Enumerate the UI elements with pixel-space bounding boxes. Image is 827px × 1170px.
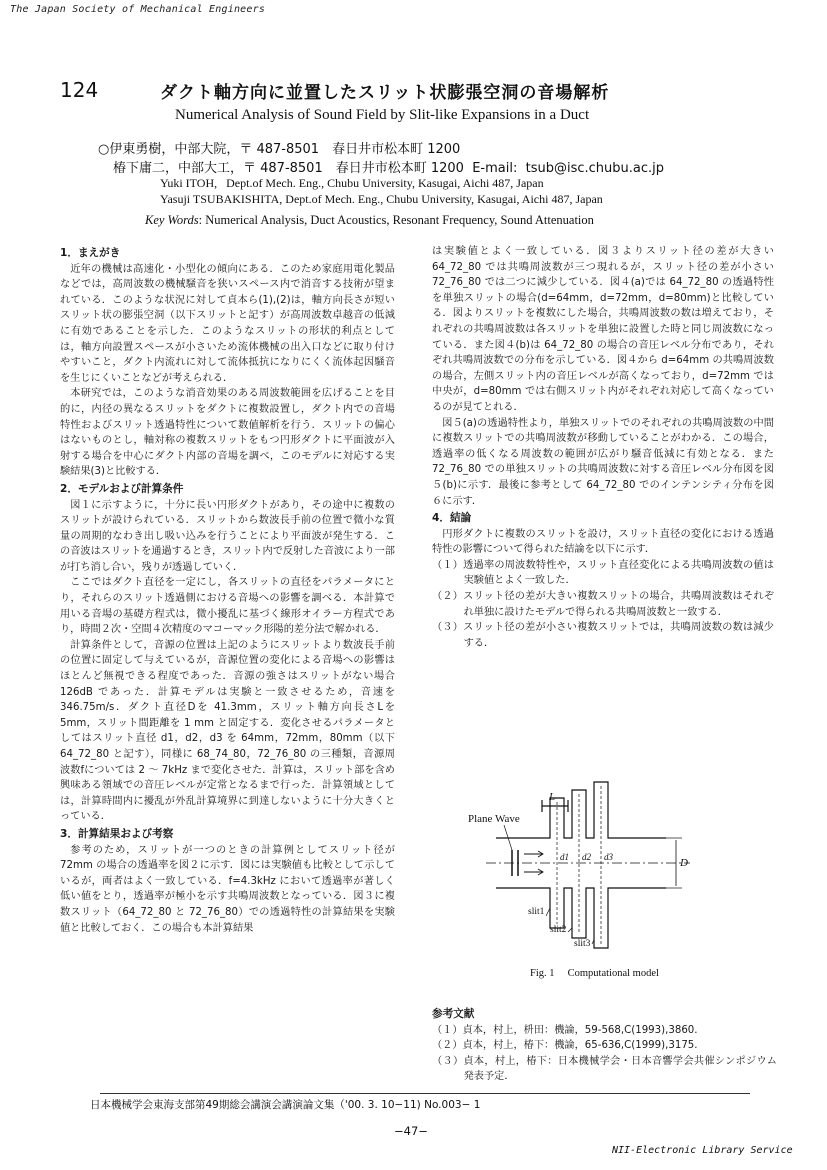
label-slit2: slit2 xyxy=(550,925,567,935)
section-2-paragraph-2: ここではダクト直径を一定にし，各スリットの直径をパラメータにとり，それらのスリット透過側における音場への影響を調べる．本計算で用いる音場の基礎方程式は，微小擾乱に基づく線形オイラー方程式であり，時間２次・空間４次精度のマコーマック形陽的差分法で解かれる． xyxy=(60,577,395,636)
section-1-paragraph-2: 本研究では，このような消音効果のある周波数範囲を広げることを目的に，内径の異なるスリットをダクトに複数設置し，ダクト内での音場特性およびスリット透過特性について数値解析を行う．スリットの偏心はないものとし，軸対称の複数スリットをもつ円形ダクトに平面波が入射する場合を中心にダクト内部の音場を調べ，このモデルに対応する実験結果(3)と比較する． xyxy=(60,388,395,478)
label-d2: d2 xyxy=(582,852,591,862)
right-column xyxy=(432,244,774,651)
title-english: Numerical Analysis of Sound Field by Slit-like Expansions in a Duct xyxy=(175,107,590,123)
keywords-label: Key Words xyxy=(145,213,199,227)
figure-1-caption: Fig. 1 Computational model xyxy=(530,968,659,979)
section-4-paragraph-1: 円形ダクトに複数のスリットを設け，スリット直径の変化における透過特性の影響について得られた結論を以下に示す． xyxy=(432,528,774,556)
computational-model-figure xyxy=(460,770,750,970)
keywords-text: : Numerical Analysis, Duct Acoustics, Resonant Frequency, Sound Attenuation xyxy=(198,213,594,227)
label-d3: d3 xyxy=(604,852,613,862)
label-d1: d1 xyxy=(560,852,569,862)
section-2-heading: 2．モデルおよび計算条件 xyxy=(60,482,184,495)
section-1-paragraph-1: 近年の機械は高速化・小型化の傾向にある．このため家庭用電化製品などでは，高周波数の機械騒音を狭いスペース内で消音する技術が望まれている．このような状況に対して貞本ら(1),(2)は，軸方向長さが短いスリット状の膨張空洞（以下スリットと記す）が高周波数卓越音の低減に有効であることを示した．このようなスリットの形状的利点としては，軸方向設置スペースが小さいため流体機械の出入口などに取り付けやすいこと，ダクト内流れに対して流体抵抗になりにくく流体起因騒音を生じにくいことなどが考えられる． xyxy=(60,263,395,384)
keywords xyxy=(145,213,594,228)
conference-footer: 日本機械学会東海支部第49期総会講演会講演論文集（'00. 3. 10−11) No.003− 1 xyxy=(90,1099,481,1111)
reference-2: （２）貞本，村上，椿下：機論，65-636,C(1999),3175. xyxy=(432,1040,698,1052)
section-2-paragraph-1: 図１に示すように，十分に長い円形ダクトがあり，その途中に複数のスリットが設けられている．スリットから数波長手前の位置で微小な質量の周期的なわき出し吸い込みを行うことにより平面波が発生する．この音波はスリットを通過するとき，スリット内で反射した音波により一部が打ち消し合い，残りが透過していく． xyxy=(60,499,395,573)
label-plane-wave: Plane Wave xyxy=(468,813,520,825)
nii-service-label: NII-Electronic Library Service xyxy=(612,1145,793,1156)
reference-1: （１）貞本，村上，枡田：機論，59-568,C(1993),3860. xyxy=(432,1024,698,1036)
section-4-heading: 4．結論 xyxy=(432,512,472,525)
section-3-continued-paragraph: は実験値とよく一致している．図３よりスリット径の差が大きい 64_72_80 では共鳴周波数が三つ現れるが，スリット径の差が小さい 72_76_80 では二つに減少している．図４(a)では 64_72_80 の透過特性を単独スリットの場合(d=64mm，d=72mm，d=80mm)と比較している．図よりスリットを複数にした場合，共鳴周波数の数は増えており，それぞれの共鳴周波数は各スリットを単独に設置した時と同じ周波数になっている．また図４(b)は 64_72_80 の場合の音圧レベル分布であり，それぞれ共鳴周波数での分布を示している．図４から d=64mm の共鳴周波数の場合，左側スリット内の音圧レベルが高くなっており，d=72mm では中央が，d=80mm では右側スリット内がそれぞれ対応して高くなっているのが見てとれる． xyxy=(432,246,774,413)
footer-divider xyxy=(100,1093,750,1094)
label-slit3: slit3 xyxy=(574,939,591,949)
conclusion-3: （３）スリット径の差が小さい複数スリットでは，共鳴周波数の数は減少する． xyxy=(432,622,774,649)
society-header: The Japan Society of Mechanical Engineers xyxy=(10,4,266,15)
page-number: −47− xyxy=(394,1124,428,1138)
section-1-heading: 1．まえがき xyxy=(60,247,121,259)
label-D: D xyxy=(680,857,688,869)
duct-upper-wall xyxy=(496,782,666,838)
references xyxy=(432,1005,777,1085)
author-romaji-2: Yasuji TSUBAKISHITA, Dept.of Mech. Eng., Chubu University, Kasugai, Aichi 487, Japan xyxy=(160,192,603,206)
section-3-paragraph-2: 図５(a)の透過特性より，単独スリットでのそれぞれの共鳴周波数の中間に複数スリットでの共鳴周波数が移動していることがわかる．この場合，透過率の低くなる周波数の範囲が広がり騒音低減に有効となる．また 72_76_80 での単独スリットの共鳴周波数に対する音圧レベル分布図を図５(b)に示す．最後に参考として 64_72_80 でのインテンシティ分布を図６に示す． xyxy=(432,417,774,507)
label-slit1: slit1 xyxy=(528,907,545,917)
author-line-1: ○伊東勇樹，中部大院，〒 487-8501 春日井市松本町 1200 xyxy=(98,142,461,157)
reference-3: （３）貞本，村上，椿下：日本機械学会・日本音響学会共催シンポジウム発表予定． xyxy=(432,1055,777,1083)
author-line-2: 椿下庸二，中部大工，〒 487-8501 春日井市松本町 1200 E-mail: tsub@isc.chubu.ac.jp xyxy=(113,161,664,176)
title-japanese: ダクト軸方向に並置したスリット状膨張空洞の音場解析 xyxy=(160,83,610,103)
conclusion-1: （１）透過率の周波数特性や，スリット直径変化による共鳴周波数の値は実験値とよく一致した． xyxy=(432,559,774,587)
section-2-paragraph-3: 計算条件として，音源の位置は上記のようにスリットより数波長手前の位置に固定して与えているが，音源位置の変化による音場への影響はほとんど無視できる程度であった．音源の強さはスリットがない場合 126dB であった．計算モデルは実験と一致させるため，音速を 346.75m/s．ダクト直径Dを 41.3mm，スリット軸方向長さLを 5mm，スリット間距離を 1 mm と固定する．変化させるパラメータとしてはスリット直径 d1，d2，d3 を 64mm，72mm，80mm（以下 64_72_80 と記す），同様に 68_74_80，72_76_80 の三種類，音源周波数fについては 2 〜 7kHz まで変化させた．計算は，スリット部を含め興味ある領域での音圧レベルが定常となるまで行った．計算領域としては，計算時間内に擾乱が外乱計算境界に到達しないように十分大きくとっている． xyxy=(60,639,395,823)
section-3-heading: 3．計算結果および考察 xyxy=(60,827,174,840)
section-3-paragraph-1: 参考のため，スリットが一つのときの計算例としてスリット径が 72mm の場合の透過率を図２に示す．図には実験値も比較として示しているが，両者はよく一致している．f=4.3kHz において透過率が著しく低い値をとり，透過率が極小を示す共鳴周波数となっている．図３に複数スリット（64_72_80 と 72_76_80）での透過特性の計算結果を実験値と比較しておく．この場合も本計算結果 xyxy=(60,844,395,934)
label-L: L xyxy=(549,791,556,803)
paper-number: 124 xyxy=(60,78,99,102)
author-romaji-1: Yuki ITOH, Dept.of Mech. Eng., Chubu University, Kasugai, Aichi 487, Japan xyxy=(160,176,544,190)
references-heading: 参考文献 xyxy=(432,1008,475,1020)
left-column xyxy=(60,244,395,936)
conclusion-2: （２）スリット径の差が大きい複数スリットの場合，共鳴周波数はそれぞれ単独に設けたモデルで得られる共鳴周波数と一致する． xyxy=(432,591,774,618)
